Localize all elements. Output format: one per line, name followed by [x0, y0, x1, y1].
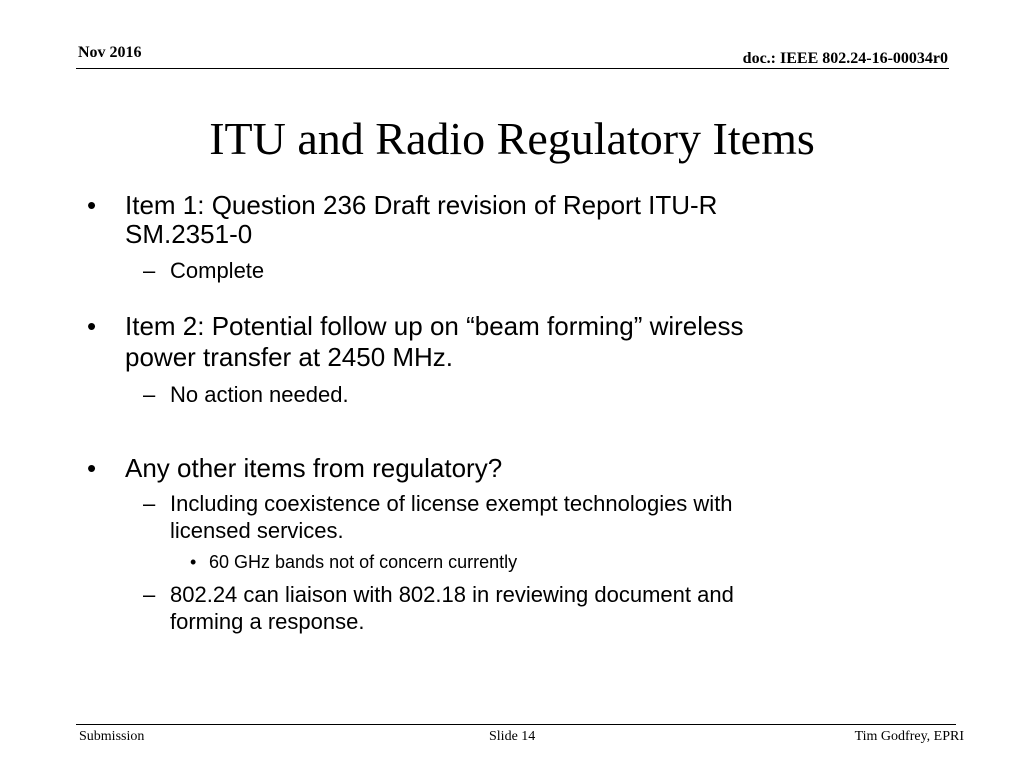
dash-marker: – — [143, 382, 156, 407]
dash-marker: – — [143, 258, 156, 283]
bullet-text: power transfer at 2450 MHz. — [125, 342, 454, 372]
sub-bullet-text: Including coexistence of license exempt technologies with — [170, 491, 733, 516]
header-doc-id: doc.: IEEE 802.24-16-00034r0 — [742, 50, 948, 67]
bullet-marker: • — [87, 453, 97, 483]
footer-submission: Submission — [79, 729, 145, 744]
bullet-marker: • — [190, 552, 197, 572]
sub-sub-bullet-text: 60 GHz bands not of concern currently — [209, 552, 518, 572]
footer-divider — [76, 724, 956, 725]
slide-title: ITU and Radio Regulatory Items — [209, 113, 815, 164]
bullet-text: Item 2: Potential follow up on “beam forming” wireless — [125, 311, 744, 341]
bullet-text: Item 1: Question 236 Draft revision of Report ITU-R — [125, 190, 718, 220]
sub-bullet-text: 802.24 can liaison with 802.18 in reviewing document and — [170, 582, 734, 607]
bullet-marker: • — [87, 190, 97, 220]
dash-marker: – — [143, 491, 156, 516]
footer-author: Tim Godfrey, EPRI — [854, 729, 964, 744]
bullet-marker: • — [87, 311, 97, 341]
bullet-text: SM.2351-0 — [125, 219, 253, 249]
bullet-text: Any other items from regulatory? — [125, 453, 503, 483]
sub-bullet-text: licensed services. — [170, 518, 344, 543]
sub-bullet-text: Complete — [170, 258, 265, 283]
sub-bullet-text: No action needed. — [170, 382, 349, 407]
dash-marker: – — [143, 582, 156, 607]
header-date: Nov 2016 — [78, 44, 142, 61]
footer-slide-number: Slide 14 — [489, 729, 536, 744]
sub-bullet-text: forming a response. — [170, 609, 365, 634]
